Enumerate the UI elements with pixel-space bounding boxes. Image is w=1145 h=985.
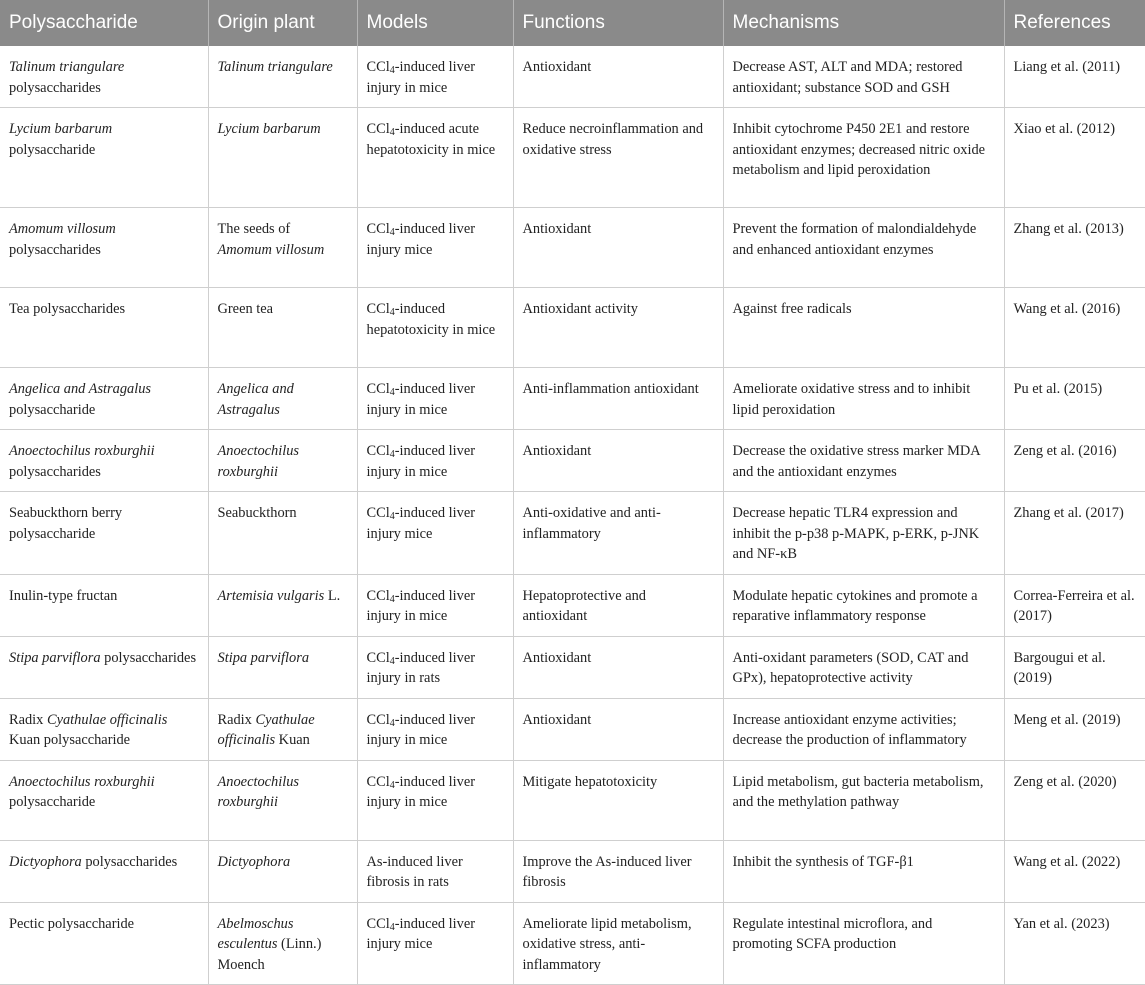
cell-model-text: -induced liver injury in mice [366, 711, 476, 748]
cell-polysaccharide [0, 108, 208, 208]
cell-model-text: CCl [366, 505, 390, 521]
cell-polysaccharide-text: Inulin-type fructan [9, 587, 118, 604]
cell-mechanisms: Inhibit the synthesis of TGF-β1 [723, 840, 1004, 902]
cell-mechanisms: Regulate intestinal microflora, and promoting SCFA production [723, 902, 1004, 985]
cell-origin-plant-text: Seabuckthorn [217, 505, 297, 521]
cell-model [357, 492, 513, 575]
cell-model-text: CCl [366, 711, 390, 728]
cell-mechanisms: Lipid metabolism, gut bacteria metabolism, and the methylation pathway [723, 760, 1004, 840]
cell-reference: Xiao et al. (2012) [1004, 108, 1145, 208]
cell-model-text: 4 [389, 717, 395, 729]
cell-polysaccharide-text: Amomum villosum [9, 221, 116, 237]
table-row [0, 46, 1145, 108]
cell-functions: Antioxidant [513, 636, 723, 698]
cell-origin-plant [208, 46, 357, 108]
cell-model [357, 368, 513, 430]
cell-origin-plant-text: The seeds of [217, 221, 291, 237]
cell-polysaccharide-text: Cyathulae officinalis [46, 711, 168, 728]
cell-model-text: 4 [389, 307, 395, 318]
cell-reference: Yan et al. (2023) [1004, 902, 1145, 985]
cell-origin-plant [208, 636, 357, 698]
cell-functions: Improve the As-induced liver fibrosis [513, 840, 723, 902]
cell-mechanisms: Against free radicals [723, 288, 1004, 368]
cell-model [357, 902, 513, 985]
cell-polysaccharide-text: Pectic polysaccharide [9, 915, 135, 932]
table-row [0, 760, 1145, 840]
cell-reference: Zeng et al. (2020) [1004, 760, 1145, 840]
cell-model-text: -induced liver injury in mice [366, 773, 476, 810]
cell-polysaccharide-text: polysaccharides [9, 79, 101, 96]
table-row [0, 288, 1145, 368]
cell-functions: Anti-oxidative and anti-inflammatory [513, 492, 723, 575]
cell-model [357, 208, 513, 288]
cell-model-text: 4 [389, 921, 395, 933]
cell-mechanisms: Prevent the formation of malondialdehyde and enhanced antioxidant enzymes [723, 208, 1004, 288]
header-models: Models [357, 0, 513, 46]
table-row [0, 902, 1145, 985]
cell-origin-plant-text: Lycium barbarum [217, 121, 321, 137]
cell-origin-plant [208, 902, 357, 985]
cell-model-text: CCl [366, 649, 390, 666]
cell-model-text: -induced acute hepatotoxicity in mice [366, 121, 496, 158]
header-row [0, 0, 1145, 46]
cell-mechanisms: Ameliorate oxidative stress and to inhibit lipid peroxidation [723, 368, 1004, 430]
cell-polysaccharide [0, 760, 208, 840]
cell-model-text: 4 [389, 387, 395, 398]
cell-origin-plant-text: Stipa parviflora [217, 649, 310, 666]
cell-model-text: 4 [389, 449, 395, 460]
cell-polysaccharide-text: polysaccharides [9, 463, 101, 480]
cell-mechanisms: Increase antioxidant enzyme activities; decrease the production of inflammatory [723, 698, 1004, 760]
cell-polysaccharide [0, 368, 208, 430]
cell-polysaccharide-text: polysaccharide [9, 794, 96, 810]
cell-polysaccharide-text: Stipa parviflora [9, 649, 101, 666]
cell-origin-plant [208, 108, 357, 208]
cell-polysaccharide [0, 430, 208, 492]
cell-model-text: 4 [389, 511, 395, 522]
cell-polysaccharide-text: Talinum triangulare [9, 59, 125, 75]
cell-functions: Hepatoprotective and antioxidant [513, 574, 723, 636]
table-row [0, 368, 1145, 430]
cell-model-text: -induced liver injury in mice [366, 587, 476, 624]
cell-polysaccharide [0, 902, 208, 985]
cell-model-text: -induced liver injury in mice [366, 381, 476, 418]
cell-polysaccharide-text: polysaccharides [81, 853, 178, 870]
cell-origin-plant-text: Anoectochilus roxburghii [217, 773, 300, 810]
cell-origin-plant-text: Green tea [217, 301, 274, 317]
cell-model [357, 574, 513, 636]
cell-origin-plant [208, 288, 357, 368]
cell-model-text: -induced liver injury in mice [366, 443, 476, 480]
cell-reference: Bargougui et al. (2019) [1004, 636, 1145, 698]
cell-polysaccharide [0, 288, 208, 368]
cell-polysaccharide [0, 840, 208, 902]
cell-functions: Ameliorate lipid metabolism, oxidative stress, anti-inflammatory [513, 902, 723, 985]
cell-mechanisms: Modulate hepatic cytokines and promote a reparative inflammatory response [723, 574, 1004, 636]
cell-model-text: -induced liver injury mice [366, 221, 476, 258]
cell-origin-plant [208, 208, 357, 288]
cell-polysaccharide-text: Lycium barbarum [9, 121, 113, 137]
table-row [0, 492, 1145, 575]
cell-model-text: CCl [366, 915, 390, 932]
cell-reference: Pu et al. (2015) [1004, 368, 1145, 430]
cell-functions: Antioxidant [513, 46, 723, 108]
cell-model [357, 636, 513, 698]
cell-origin-plant [208, 430, 357, 492]
cell-origin-plant-text: Radix [217, 711, 256, 728]
cell-polysaccharide-text: Anoectochilus roxburghii [9, 773, 155, 790]
table-row [0, 208, 1145, 288]
cell-reference: Zhang et al. (2013) [1004, 208, 1145, 288]
cell-polysaccharide-text: Radix [9, 711, 47, 728]
cell-model-text: CCl [366, 221, 390, 237]
table-row [0, 574, 1145, 636]
cell-polysaccharide-text: Anoectochilus roxburghii [9, 443, 155, 459]
cell-origin-plant-text: Kuan [275, 732, 310, 748]
cell-polysaccharide-text: polysaccharides [100, 649, 197, 666]
cell-functions: Antioxidant activity [513, 288, 723, 368]
cell-model-text: 4 [389, 227, 395, 238]
cell-reference: Zeng et al. (2016) [1004, 430, 1145, 492]
cell-polysaccharide [0, 574, 208, 636]
cell-model-text: -induced liver injury in mice [366, 59, 476, 96]
cell-model-text: CCl [366, 587, 390, 604]
cell-functions: Antioxidant [513, 430, 723, 492]
cell-model-text: 4 [389, 779, 395, 791]
cell-model-text: CCl [366, 773, 390, 790]
header-functions: Functions [513, 0, 723, 46]
table-body [0, 46, 1145, 985]
header-mechanisms: Mechanisms [723, 0, 1004, 46]
cell-origin-plant-text: Artemisia vulgaris [217, 587, 325, 604]
cell-polysaccharide [0, 492, 208, 575]
cell-model-text: CCl [366, 443, 390, 459]
cell-model-text: CCl [366, 121, 390, 137]
cell-origin-plant-text: (Linn.) Moench [217, 936, 322, 973]
cell-functions: Reduce necroinflammation and oxidative stress [513, 108, 723, 208]
cell-polysaccharide [0, 636, 208, 698]
cell-model [357, 430, 513, 492]
table-row [0, 108, 1145, 208]
cell-origin-plant [208, 574, 357, 636]
cell-origin-plant-text: L. [324, 587, 341, 604]
cell-model [357, 840, 513, 902]
table-row [0, 840, 1145, 902]
cell-functions: Mitigate hepatotoxicity [513, 760, 723, 840]
cell-reference: Wang et al. (2022) [1004, 840, 1145, 902]
cell-model-text: CCl [366, 301, 390, 317]
cell-origin-plant [208, 698, 357, 760]
cell-origin-plant-text: Abelmoschus esculentus [217, 915, 294, 952]
cell-reference: Correa-Ferreira et al. (2017) [1004, 574, 1145, 636]
cell-mechanisms: Decrease AST, ALT and MDA; restored antioxidant; substance SOD and GSH [723, 46, 1004, 108]
cell-model-text: 4 [389, 65, 395, 76]
cell-origin-plant [208, 760, 357, 840]
cell-mechanisms: Decrease hepatic TLR4 expression and inhibit the p-p38 p-MAPK, p-ERK, p-JNK and NF-κB [723, 492, 1004, 575]
cell-model-text: 4 [389, 655, 395, 667]
cell-model-text: 4 [389, 127, 395, 138]
cell-model-text: -induced liver injury mice [366, 915, 476, 952]
cell-origin-plant [208, 492, 357, 575]
cell-polysaccharide-text: Seabuckthorn berry polysaccharide [9, 505, 123, 542]
cell-model [357, 108, 513, 208]
cell-model [357, 288, 513, 368]
cell-model-text: As-induced liver fibrosis in rats [366, 853, 463, 890]
cell-polysaccharide [0, 208, 208, 288]
cell-functions: Anti-inflammation antioxidant [513, 368, 723, 430]
cell-origin-plant [208, 840, 357, 902]
cell-origin-plant [208, 368, 357, 430]
table-row [0, 430, 1145, 492]
cell-origin-plant-text: Anoectochilus roxburghii [217, 443, 300, 480]
cell-polysaccharide [0, 698, 208, 760]
cell-model-text: 4 [389, 593, 395, 605]
cell-model-text: -induced hepatotoxicity in mice [366, 301, 496, 338]
header-origin-plant: Origin plant [208, 0, 357, 46]
cell-functions: Antioxidant [513, 698, 723, 760]
cell-polysaccharide-text: Angelica and Astragalus [9, 381, 152, 397]
cell-origin-plant-text: Amomum villosum [217, 241, 325, 258]
header-references: References [1004, 0, 1145, 46]
cell-model [357, 46, 513, 108]
cell-polysaccharide-text: polysaccharide [9, 141, 96, 158]
cell-model-text: -induced liver injury in rats [366, 649, 476, 686]
cell-mechanisms: Decrease the oxidative stress marker MDA and the antioxidant enzymes [723, 430, 1004, 492]
table-row [0, 636, 1145, 698]
cell-polysaccharide [0, 46, 208, 108]
cell-model [357, 698, 513, 760]
cell-reference: Liang et al. (2011) [1004, 46, 1145, 108]
cell-model [357, 760, 513, 840]
cell-polysaccharide-text: Dictyophora [9, 853, 82, 870]
table-header [0, 0, 1145, 46]
cell-model-text: CCl [366, 381, 390, 397]
table-row [0, 698, 1145, 760]
cell-reference: Wang et al. (2016) [1004, 288, 1145, 368]
header-polysaccharide: Polysaccharide [0, 0, 208, 46]
cell-polysaccharide-text: Tea polysaccharides [9, 301, 126, 317]
cell-model-text: -induced liver injury mice [366, 505, 476, 542]
cell-model-text: CCl [366, 59, 390, 75]
cell-polysaccharide-text: polysaccharides [9, 241, 101, 258]
cell-origin-plant-text: Angelica and Astragalus [217, 381, 294, 418]
cell-origin-plant-text: Talinum triangulare [217, 59, 333, 75]
cell-origin-plant-text: Cyathulae officinalis [217, 711, 315, 748]
cell-functions: Antioxidant [513, 208, 723, 288]
cell-polysaccharide-text: Kuan polysaccharide [9, 732, 131, 748]
cell-polysaccharide-text: polysaccharide [9, 401, 96, 418]
cell-reference: Zhang et al. (2017) [1004, 492, 1145, 575]
cell-origin-plant-text: Dictyophora [217, 853, 291, 870]
cell-reference: Meng et al. (2019) [1004, 698, 1145, 760]
cell-mechanisms: Inhibit cytochrome P450 2E1 and restore antioxidant enzymes; decreased nitric oxide metabolism and lipid peroxidation [723, 108, 1004, 208]
cell-mechanisms: Anti-oxidant parameters (SOD, CAT and GPx), hepatoprotective activity [723, 636, 1004, 698]
